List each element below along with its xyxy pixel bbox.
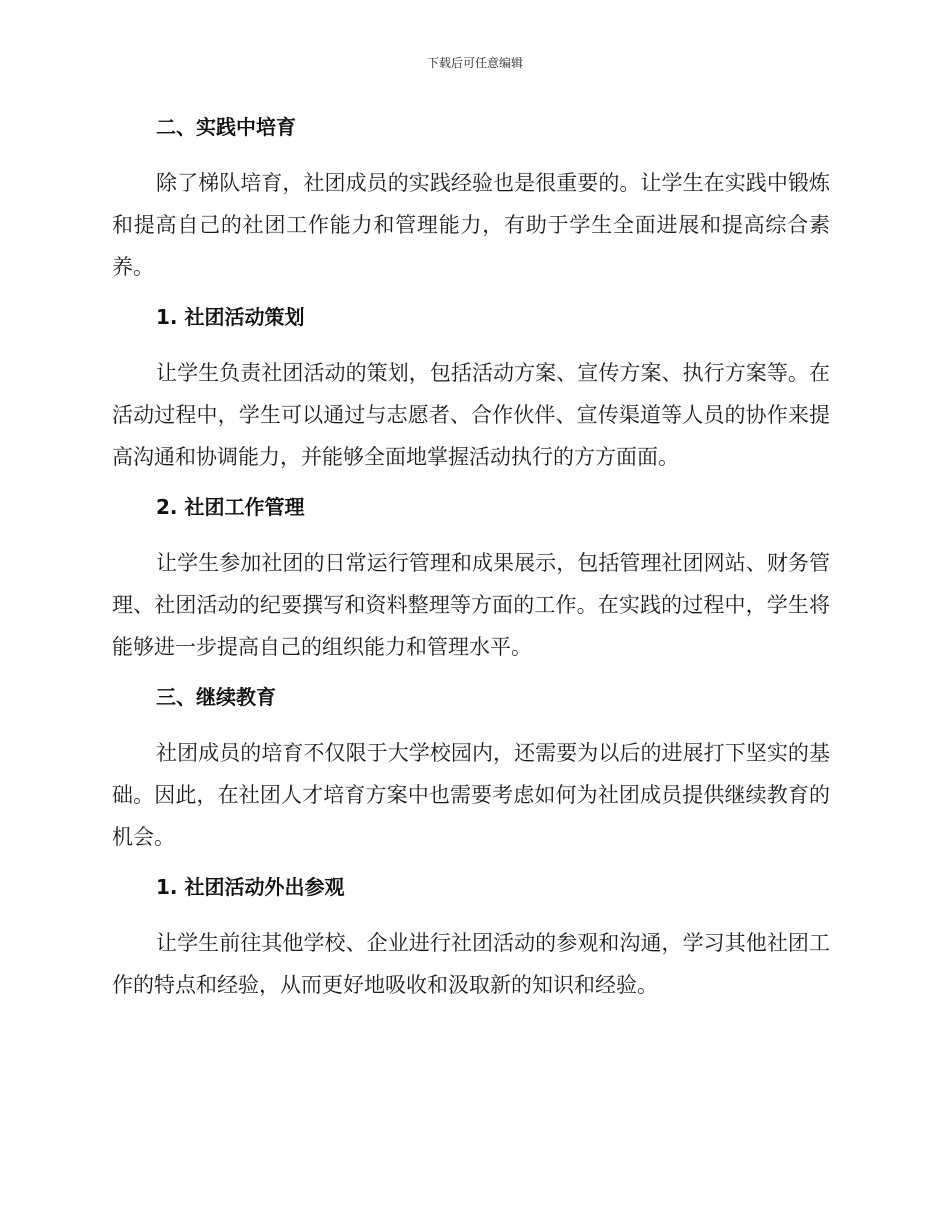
subheading-activity-planning: 1. 社团活动策划 [156, 305, 305, 329]
paragraph-activity-planning: 让学生负责社团活动的策划，包括活动方案、宣传方案、执行方案等。在活动过程中，学生可以通过与志愿者、合作伙伴、宣传渠道等人员的协作来提高沟通和协调能力，并能够全面地掌握活动执行的方方面面。 [112, 361, 830, 469]
paragraph-work-management: 让学生参加社团的日常运行管理和成果展示，包括管理社团网站、财务管理、社团活动的纪要撰写和资料整理等方面的工作。在实践的过程中，学生将能够进一步提高自己的组织能力和管理水平。 [112, 551, 830, 659]
paragraph-practice-intro: 除了梯队培育，社团成员的实践经验也是很重要的。让学生在实践中锻炼和提高自己的社团工作能力和管理能力，有助于学生全面进展和提高综合素养。 [112, 171, 830, 279]
section-heading-continuing-education: 三、继续教育 [156, 685, 276, 709]
page-header: 下载后可任意编辑 [426, 56, 523, 70]
subheading-work-management: 2. 社团工作管理 [156, 495, 305, 519]
paragraph-continuing-education: 社团成员的培育不仅限于大学校园内，还需要为以后的进展打下坚实的基础。因此，在社团人才培育方案中也需要考虑如何为社团成员提供继续教育的机会。 [112, 741, 830, 849]
subheading-field-visits: 1. 社团活动外出参观 [156, 875, 345, 899]
document-body [112, 112, 830, 1006]
paragraph-field-visits: 让学生前往其他学校、企业进行社团活动的参观和沟通，学习其他社团工作的特点和经验，从而更好地吸收和汲取新的知识和经验。 [112, 931, 830, 997]
section-heading-practice: 二、实践中培育 [156, 115, 296, 139]
